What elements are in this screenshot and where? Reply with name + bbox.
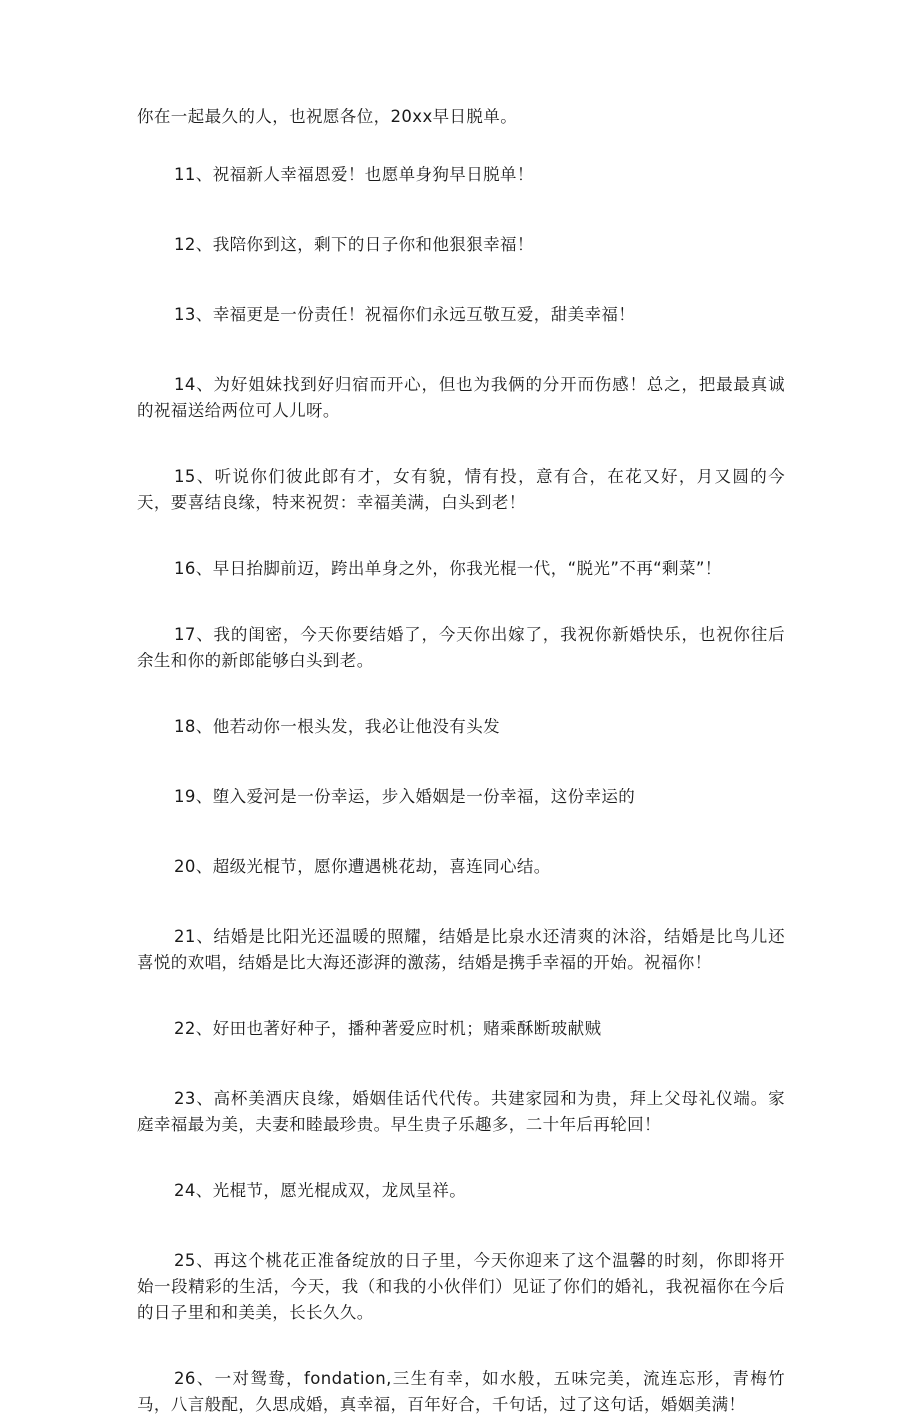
- document-body: [137, 104, 785, 1418]
- blessing-item-26: 26、一对鸳鸯，fondation,三生有幸，如水般，五味完美，流连忘形，青梅竹马，八言般配，久思成婚，真幸福，百年好合，千句话，过了这句话，婚姻美满！: [137, 1369, 785, 1414]
- blessing-item-21: 21、结婚是比阳光还温暖的照耀，结婚是比泉水还清爽的沐浴，结婚是比鸟儿还喜悦的欢唱，结婚是比大海还澎湃的激荡，结婚是携手幸福的开始。祝福你！: [137, 927, 785, 972]
- blessing-item-23: 23、高杯美酒庆良缘，婚姻佳话代代传。共建家园和为贵，拜上父母礼仪端。家庭幸福最为美，夫妻和睦最珍贵。早生贵子乐趣多，二十年后再轮回！: [137, 1089, 785, 1134]
- blessing-item-12: 12、我陪你到这，剩下的日子你和他狠狠幸福！: [174, 235, 534, 254]
- blessing-item-14: 14、为好姐妹找到好归宿而开心，但也为我俩的分开而伤感！总之，把最最真诚的祝福送给两位可人儿呀。: [137, 375, 785, 420]
- blessing-item-18: 18、他若动你一根头发，我必让他没有头发: [174, 717, 500, 736]
- blessing-item-25: 25、再这个桃花正准备绽放的日子里，今天你迎来了这个温馨的时刻，你即将开始一段精彩的生活，今天，我（和我的小伙伴们）见证了你们的婚礼，我祝福你在今后的日子里和和美美，长长久久。: [137, 1251, 785, 1322]
- blessing-item-15: 15、听说你们彼此郎有才，女有貌，情有投，意有合，在花又好，月又圆的今天，要喜结良缘，特来祝贺：幸福美满，白头到老！: [137, 467, 785, 512]
- paragraph-continuation: 你在一起最久的人，也祝愿各位，20xx早日脱单。: [137, 107, 518, 126]
- blessing-item-13: 13、幸福更是一份责任！祝福你们永远互敬互爱，甜美幸福！: [174, 305, 636, 324]
- blessing-item-17: 17、我的闺密，今天你要结婚了，今天你出嫁了，我祝你新婚快乐，也祝你往后余生和你的新郎能够白头到老。: [137, 625, 785, 670]
- blessing-item-16: 16、早日抬脚前迈，跨出单身之外，你我光棍一代，“脱光”不再“剩菜”！: [174, 559, 722, 578]
- blessing-item-11: 11、祝福新人幸福恩爱！也愿单身狗早日脱单！: [174, 165, 534, 184]
- blessing-item-24: 24、光棍节，愿光棍成双，龙凤呈祥。: [174, 1181, 467, 1200]
- blessing-item-20: 20、超级光棍节，愿你遭遇桃花劫，喜连同心结。: [174, 857, 551, 876]
- blessing-item-22: 22、好田也著好种子，播种著爱应时机；赌乘酥断玻献贼: [174, 1019, 602, 1038]
- blessing-item-19: 19、堕入爱河是一份幸运，步入婚姻是一份幸福，这份幸运的: [174, 787, 636, 806]
